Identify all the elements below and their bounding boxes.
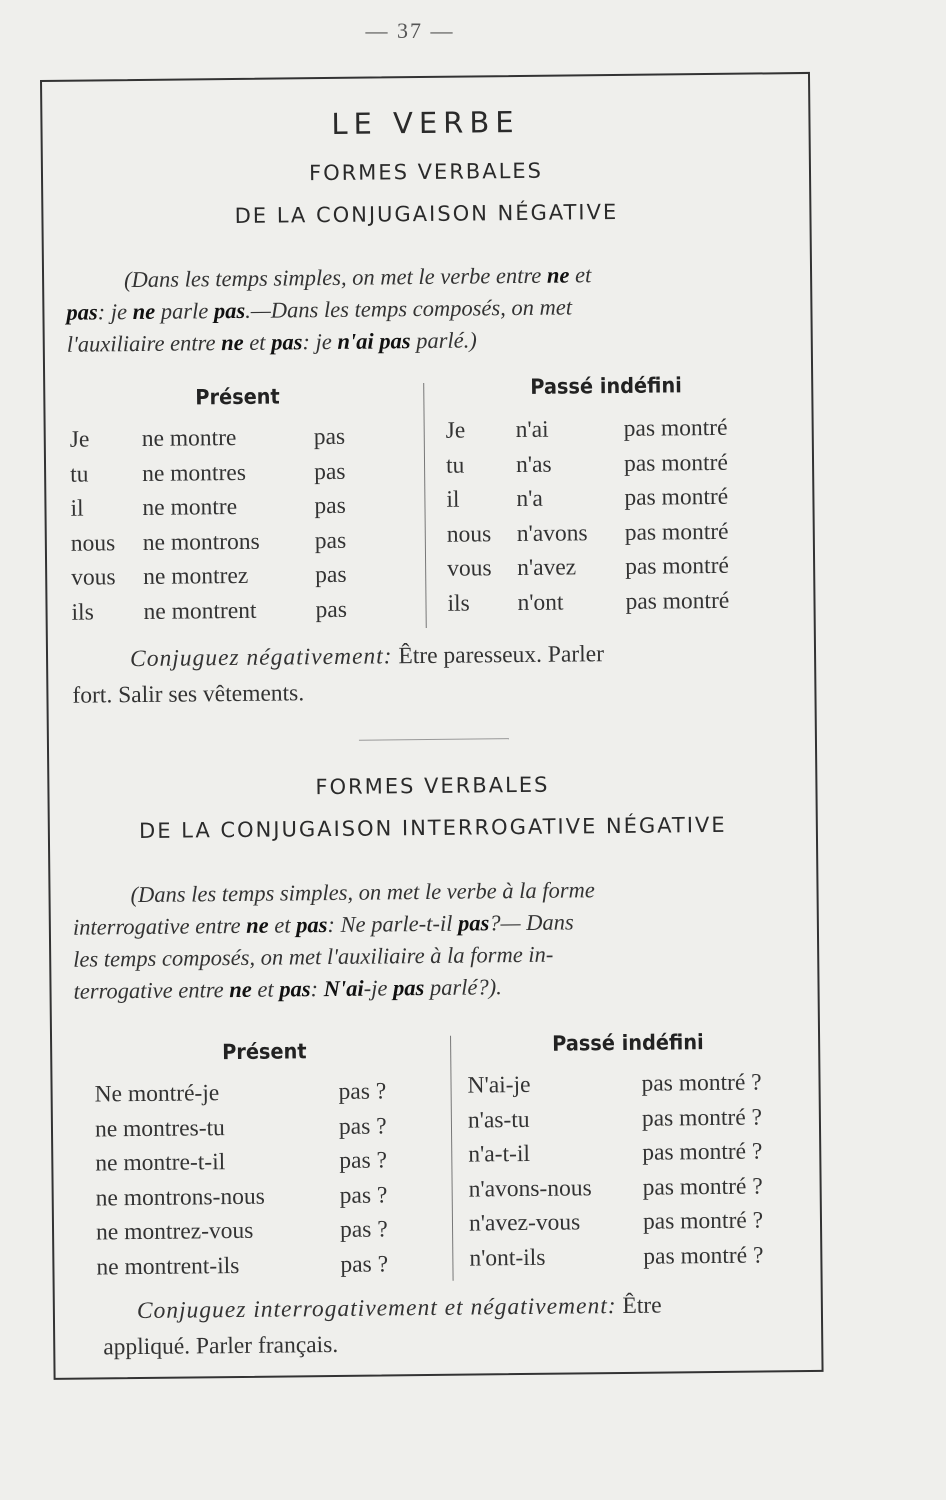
negation-cell: pas xyxy=(315,561,347,589)
negation-cell: pas montré ? xyxy=(642,1207,764,1235)
negation-cell: pas montré xyxy=(625,587,730,615)
note-line: terrogative entre ne et pas: N'ai-je pas parlé?). xyxy=(73,974,502,1004)
auxiliary-cell: N'ai-je xyxy=(467,1071,531,1099)
note-line: l'auxiliaire entre ne et pas: je n'ai pas parlé.) xyxy=(66,327,477,357)
pronoun-cell: tu xyxy=(69,461,89,488)
section1-exercise xyxy=(72,634,799,714)
negation-cell: pas ? xyxy=(339,1147,388,1174)
auxiliary-cell: n'ont-ils xyxy=(469,1244,546,1272)
negation-cell: pas xyxy=(314,527,347,554)
verb-cell: ne montrez-vous xyxy=(95,1217,254,1246)
table-row xyxy=(70,492,410,530)
column-divider xyxy=(423,383,427,628)
section2-subtitle-2: DE LA CONJUGAISON INTERROGATIVE NÉGATIVE xyxy=(138,812,727,844)
auxiliary-cell: n'a xyxy=(516,485,543,513)
auxiliary-cell: n'avez xyxy=(517,554,577,582)
table-row xyxy=(71,561,411,599)
table-row xyxy=(70,458,410,496)
negation-cell: pas xyxy=(313,423,346,451)
table-row xyxy=(71,596,411,634)
negation-cell: pas montré xyxy=(624,552,730,580)
negation-cell: pas montré ? xyxy=(641,1103,763,1132)
exercise-text: Être xyxy=(622,1292,662,1319)
pronoun-cell: tu xyxy=(445,452,465,479)
negation-cell: pas montré xyxy=(623,449,728,477)
exercise-label: Conjuguez négativement: xyxy=(129,643,393,673)
passe-table xyxy=(467,1069,819,1280)
table-row xyxy=(446,483,806,521)
table-row xyxy=(468,1138,818,1176)
negation-cell: pas ? xyxy=(339,1181,388,1209)
verb-cell: ne montrez xyxy=(143,562,249,590)
negation-cell: pas montré ? xyxy=(641,1069,762,1097)
note-line: (Dans les temps simples, on met le verbe entre ne et xyxy=(123,262,592,293)
table-row xyxy=(70,423,410,461)
present-heading: Présent xyxy=(195,384,280,410)
column-divider xyxy=(450,1036,454,1281)
exercise-text: Être paresseux. Parler xyxy=(398,641,605,670)
table-row xyxy=(446,414,806,452)
verb-cell: ne montrons-nous xyxy=(95,1183,265,1211)
table-row xyxy=(96,1250,436,1288)
table-row xyxy=(469,1207,819,1245)
section1-subtitle-2: DE LA CONJUGAISON NÉGATIVE xyxy=(234,199,619,228)
verb-cell: Ne montré-je xyxy=(94,1080,220,1108)
auxiliary-cell: n'avez-vous xyxy=(468,1209,581,1237)
auxiliary-cell: n'avons-nous xyxy=(468,1174,592,1203)
pronoun-cell: il xyxy=(70,495,84,522)
pronoun-cell: Je xyxy=(69,426,90,453)
table-row xyxy=(447,552,807,590)
content-frame xyxy=(40,72,824,1380)
auxiliary-cell: n'a-t-il xyxy=(468,1140,531,1168)
note-line: (Dans les temps simples, on met le verbe à la forme xyxy=(130,877,595,908)
section2-note xyxy=(72,872,799,1008)
table-row xyxy=(469,1172,819,1210)
pronoun-cell: vous xyxy=(71,564,116,591)
negation-cell: pas xyxy=(314,492,346,520)
verb-cell: ne montre xyxy=(142,493,238,521)
negation-cell: pas ? xyxy=(338,1112,387,1140)
exercise-text: fort. Salir ses vêtements. xyxy=(72,680,305,709)
negation-cell: pas montré xyxy=(624,483,729,511)
auxiliary-cell: n'as xyxy=(515,451,552,478)
section1-note xyxy=(66,257,793,361)
pronoun-cell: vous xyxy=(447,555,492,582)
exercise-text: appliqué. Parler français. xyxy=(103,1331,339,1361)
table-row xyxy=(96,1216,436,1254)
present-table xyxy=(94,1078,436,1289)
negation-cell: pas montré xyxy=(623,414,728,442)
present-heading: Présent xyxy=(222,1039,307,1065)
auxiliary-cell: n'as-tu xyxy=(467,1106,530,1134)
pronoun-cell: ils xyxy=(71,598,94,626)
verb-cell: ne montre xyxy=(141,424,237,452)
note-line: les temps composés, on met l'auxiliaire à la forme in- xyxy=(73,941,554,972)
verb-cell: ne montre-t-il xyxy=(95,1149,226,1177)
pronoun-cell: ils xyxy=(447,590,470,617)
negation-cell: pas ? xyxy=(338,1078,387,1105)
auxiliary-cell: n'avons xyxy=(516,519,588,547)
table-row xyxy=(468,1103,818,1141)
negation-cell: pas montré ? xyxy=(642,1138,763,1166)
page-number: — 37 — xyxy=(365,18,455,43)
negation-cell: pas ? xyxy=(340,1250,389,1278)
negation-cell: pas ? xyxy=(339,1216,388,1243)
negation-cell: pas xyxy=(313,458,346,485)
verb-cell: ne montrons xyxy=(142,528,260,556)
note-line: interrogative entre ne et pas: Ne parle-t-il pas?— Dans xyxy=(72,909,574,940)
table-row xyxy=(95,1112,435,1150)
table-row xyxy=(95,1147,435,1185)
table-row xyxy=(467,1069,817,1107)
verb-cell: ne montres xyxy=(141,459,247,487)
section1-subtitle-1: FORMES VERBALES xyxy=(308,158,544,186)
pronoun-cell: nous xyxy=(446,520,492,548)
pronoun-cell: Je xyxy=(445,417,466,444)
auxiliary-cell: n'ai xyxy=(515,416,549,444)
pronoun-cell: il xyxy=(446,486,460,513)
table-row xyxy=(96,1181,436,1219)
negation-cell: pas montré ? xyxy=(643,1241,764,1270)
section2-exercise xyxy=(79,1286,806,1366)
table-row xyxy=(446,448,806,486)
negation-cell: pas montré ? xyxy=(642,1172,763,1201)
auxiliary-cell: n'ont xyxy=(517,589,564,616)
table-row xyxy=(71,527,411,565)
verb-cell: ne montres-tu xyxy=(94,1114,225,1142)
table-row xyxy=(469,1241,819,1279)
pronoun-cell: nous xyxy=(70,529,116,557)
passe-table xyxy=(446,414,808,625)
passe-heading: Passé indéfini xyxy=(530,373,682,399)
negation-cell: pas montré xyxy=(624,518,729,546)
exercise-label: Conjuguez interrogativement et négativement: xyxy=(136,1293,617,1325)
table-row xyxy=(447,586,807,624)
verb-cell: ne montrent-ils xyxy=(96,1252,240,1280)
note-line: pas: je ne parle pas.—Dans les temps composés, on met xyxy=(66,294,573,325)
section2-subtitle-1: FORMES VERBALES xyxy=(315,772,550,800)
table-row xyxy=(447,517,807,555)
section-separator xyxy=(359,738,509,741)
negation-cell: pas xyxy=(315,596,348,623)
table-row xyxy=(94,1078,434,1116)
page-title: LE VERBE xyxy=(331,104,520,141)
passe-heading: Passé indéfini xyxy=(551,1030,704,1056)
present-table xyxy=(70,423,412,634)
verb-cell: ne montrent xyxy=(143,597,257,625)
